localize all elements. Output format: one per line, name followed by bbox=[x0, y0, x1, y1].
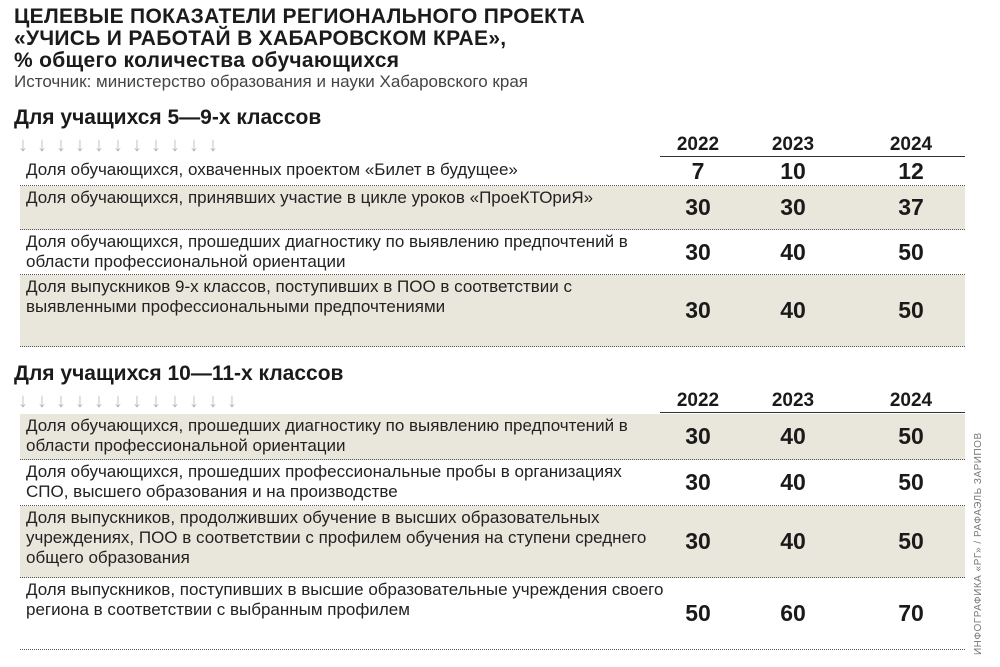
title-line-3: % общего количества обучающихся bbox=[14, 49, 400, 72]
value-cell: 30 bbox=[685, 423, 711, 449]
row-label: Доля выпускников 9-х классов, поступивших в ПОО в соответствии с выявленными профессиональными предпочтениями bbox=[26, 277, 573, 316]
infographic-credit: ИНФОГРАФИКА «РГ» / РАФАЭЛЬ ЗАРИПОВ bbox=[973, 432, 984, 655]
year-label: 2022 bbox=[676, 134, 720, 155]
value-cell: 30 bbox=[685, 194, 711, 220]
table-row bbox=[20, 158, 965, 186]
value-cell: 10 bbox=[780, 158, 806, 184]
value-cell: 50 bbox=[685, 600, 711, 626]
row-label: Доля обучающихся, принявших участие в цикле уроков «ПроеКТОриЯ» bbox=[26, 188, 594, 207]
table-row bbox=[20, 578, 965, 650]
year-label: 2024 bbox=[889, 134, 933, 155]
value-cell: 70 bbox=[898, 600, 924, 626]
value-cell: 30 bbox=[780, 194, 806, 220]
section-title: Для учащихся 5—9-х классов bbox=[14, 106, 322, 129]
value-cell: 40 bbox=[780, 423, 806, 449]
title-line-2: «УЧИСЬ И РАБОТАЙ В ХАБАРОВСКОМ КРАЕ», bbox=[14, 27, 507, 50]
section-title: Для учащихся 10—11-х классов bbox=[14, 362, 344, 385]
value-cell: 60 bbox=[780, 600, 806, 626]
value-cell: 40 bbox=[780, 469, 806, 495]
table-row bbox=[20, 230, 965, 275]
value-cell: 12 bbox=[898, 158, 924, 184]
value-cell: 37 bbox=[898, 194, 924, 220]
row-label: Доля выпускников, поступивших в высшие образовательные учреждения своего региона в соответствии с выбранным профилем bbox=[26, 580, 664, 619]
year-label: 2023 bbox=[771, 134, 815, 155]
value-cell: 30 bbox=[685, 238, 711, 265]
value-cell: 50 bbox=[898, 528, 924, 554]
value-cell: 40 bbox=[780, 238, 806, 265]
table-row bbox=[20, 275, 965, 347]
row-label: Доля обучающихся, прошедших диагностику по выявлению предпочтений в области профессиональной ориентации bbox=[26, 232, 628, 271]
table-row bbox=[20, 186, 965, 230]
arrow-down-icons: ↓↓↓↓↓↓↓↓↓↓↓↓ bbox=[18, 390, 246, 412]
value-cell: 50 bbox=[898, 238, 924, 265]
value-cell: 50 bbox=[898, 469, 924, 495]
value-cell: 30 bbox=[685, 528, 711, 554]
value-cell: 30 bbox=[685, 297, 711, 323]
table-row bbox=[20, 414, 965, 460]
infographic-title bbox=[14, 6, 585, 72]
source-note: Источник: министерство образования и науки Хабаровского края bbox=[14, 72, 528, 91]
value-cell: 7 bbox=[691, 158, 705, 184]
value-cell: 50 bbox=[898, 423, 924, 449]
year-header bbox=[660, 134, 965, 157]
arrow-down-icons: ↓↓↓↓↓↓↓↓↓↓↓ bbox=[18, 134, 227, 156]
year-label: 2022 bbox=[676, 390, 720, 411]
value-cell: 40 bbox=[780, 297, 806, 323]
title-line-1: ЦЕЛЕВЫЕ ПОКАЗАТЕЛИ РЕГИОНАЛЬНОГО ПРОЕКТА bbox=[14, 5, 586, 28]
year-label: 2023 bbox=[771, 390, 815, 411]
value-cell: 40 bbox=[780, 528, 806, 554]
value-cell: 50 bbox=[898, 297, 924, 323]
year-label: 2024 bbox=[889, 390, 933, 411]
value-cell: 30 bbox=[685, 469, 711, 495]
table-row bbox=[20, 460, 965, 506]
row-label: Доля обучающихся, прошедших профессиональные пробы в организациях СПО, высшего образования и на производстве bbox=[26, 462, 622, 501]
row-label: Доля обучающихся, охваченных проектом «Билет в будущее» bbox=[26, 160, 518, 179]
table-row bbox=[20, 506, 965, 578]
row-label: Доля обучающихся, прошедших диагностику по выявлению предпочтений в области профессиональной ориентации bbox=[26, 416, 628, 455]
year-header bbox=[660, 390, 965, 413]
row-label: Доля выпускников, продолживших обучение в высших образовательных учреждениях, ПОО в соответствии с профилем обучения на ступени среднего общего образования bbox=[26, 508, 647, 567]
